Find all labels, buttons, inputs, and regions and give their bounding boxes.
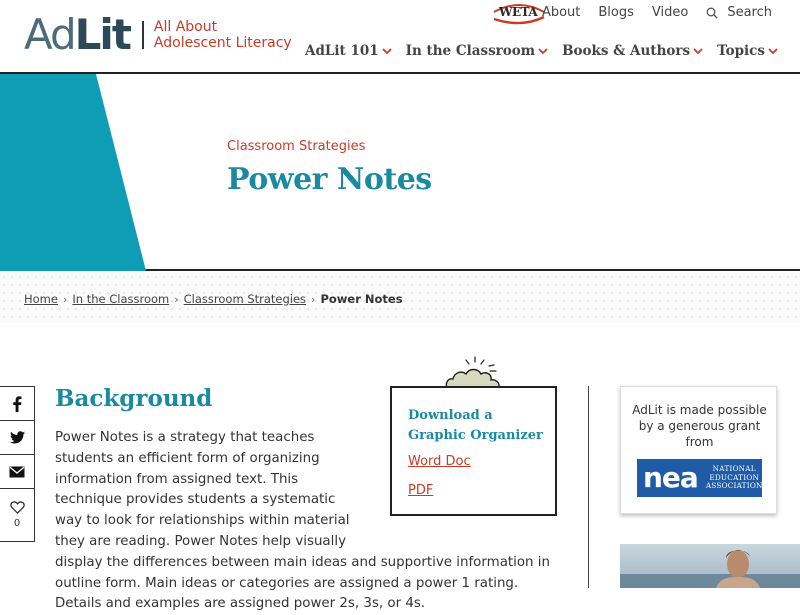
download-card-title: Download a Graphic Organizer bbox=[408, 408, 543, 443]
like-count: 0 bbox=[13, 518, 21, 529]
photo-woman-image bbox=[620, 544, 800, 588]
nav-adlit101[interactable]: AdLit 101 bbox=[305, 43, 392, 59]
page-hero bbox=[0, 74, 800, 271]
share-facebook-button[interactable] bbox=[0, 386, 35, 421]
breadcrumb-current: Power Notes bbox=[320, 292, 403, 306]
nav-about-link[interactable]: About bbox=[541, 5, 581, 20]
hero-teal-shape bbox=[0, 74, 150, 271]
nav-books-authors[interactable]: Books & Authors bbox=[562, 43, 703, 59]
share-email-button[interactable] bbox=[0, 454, 35, 489]
breadcrumb-home[interactable]: Home bbox=[24, 292, 58, 306]
grant-text: AdLit is made possible by a generous grant from bbox=[632, 403, 767, 449]
chevron-down-icon bbox=[768, 48, 778, 55]
logo-tagline: All About Adolescent Literacy bbox=[153, 19, 292, 51]
main-nav bbox=[291, 43, 778, 59]
chevron-right-icon: › bbox=[311, 292, 316, 306]
share-twitter-button[interactable] bbox=[0, 420, 35, 455]
chevron-down-icon bbox=[538, 48, 548, 55]
nav-video-link[interactable]: Video bbox=[651, 5, 689, 20]
twitter-icon bbox=[10, 431, 25, 444]
breadcrumb-in-the-classroom[interactable]: In the Classroom bbox=[72, 292, 170, 306]
chevron-down-icon bbox=[693, 48, 703, 55]
nav-in-the-classroom[interactable]: In the Classroom bbox=[406, 43, 548, 59]
hero-category[interactable]: Classroom Strategies bbox=[227, 139, 366, 154]
adlit-logo[interactable] bbox=[24, 10, 292, 59]
breadcrumb bbox=[24, 292, 403, 306]
breadcrumb-classroom-strategies[interactable]: Classroom Strategies bbox=[183, 292, 307, 306]
heart-icon bbox=[10, 501, 25, 514]
article-paragraph-part2: display the differences between main ideas and supportive information in outline form. Main ideas or categories are assigned a power 1 rating. Details and examples are assigned power 2s, 3s, or 4s. bbox=[55, 554, 551, 612]
weta-text: WETA bbox=[499, 5, 538, 19]
search-label: Search bbox=[727, 5, 772, 20]
chevron-right-icon: › bbox=[62, 292, 68, 306]
logo-divider bbox=[142, 21, 144, 49]
nea-mark: nea bbox=[643, 461, 698, 494]
email-icon bbox=[9, 466, 25, 478]
nea-name: NATIONAL EDUCATION ASSOCIATION bbox=[705, 464, 763, 491]
nav-topics[interactable]: Topics bbox=[717, 43, 778, 59]
logo-wordmark: AdLit bbox=[24, 10, 130, 59]
share-rail bbox=[0, 386, 35, 542]
utility-nav bbox=[524, 5, 772, 20]
chevron-down-icon bbox=[382, 48, 392, 55]
page-title: Power Notes bbox=[227, 162, 432, 197]
download-word-doc-link[interactable]: Word Doc bbox=[408, 454, 471, 469]
download-pdf-link[interactable]: PDF bbox=[408, 483, 434, 498]
featured-photo[interactable] bbox=[620, 544, 800, 588]
facebook-icon bbox=[12, 396, 22, 412]
cloud-sun-icon bbox=[444, 354, 506, 390]
download-organizer-card bbox=[390, 386, 557, 516]
breadcrumb-band bbox=[0, 273, 800, 323]
content-sidebar-divider bbox=[588, 386, 589, 588]
search-button[interactable] bbox=[706, 5, 772, 20]
nav-blogs-link[interactable]: Blogs bbox=[598, 5, 634, 20]
nea-logo[interactable] bbox=[637, 459, 762, 497]
site-header bbox=[0, 0, 800, 74]
search-icon bbox=[706, 7, 718, 19]
grant-card bbox=[620, 386, 777, 514]
section-heading-background: Background bbox=[55, 385, 213, 412]
article-paragraph-part1: Power Notes is a strategy that teaches students an efficient form of organizing information from assigned text. This technique provides students a systematic way to look for relationships within material they are reading. Power Notes help visually bbox=[55, 430, 350, 549]
like-button[interactable] bbox=[0, 488, 35, 542]
chevron-right-icon: › bbox=[174, 292, 179, 306]
